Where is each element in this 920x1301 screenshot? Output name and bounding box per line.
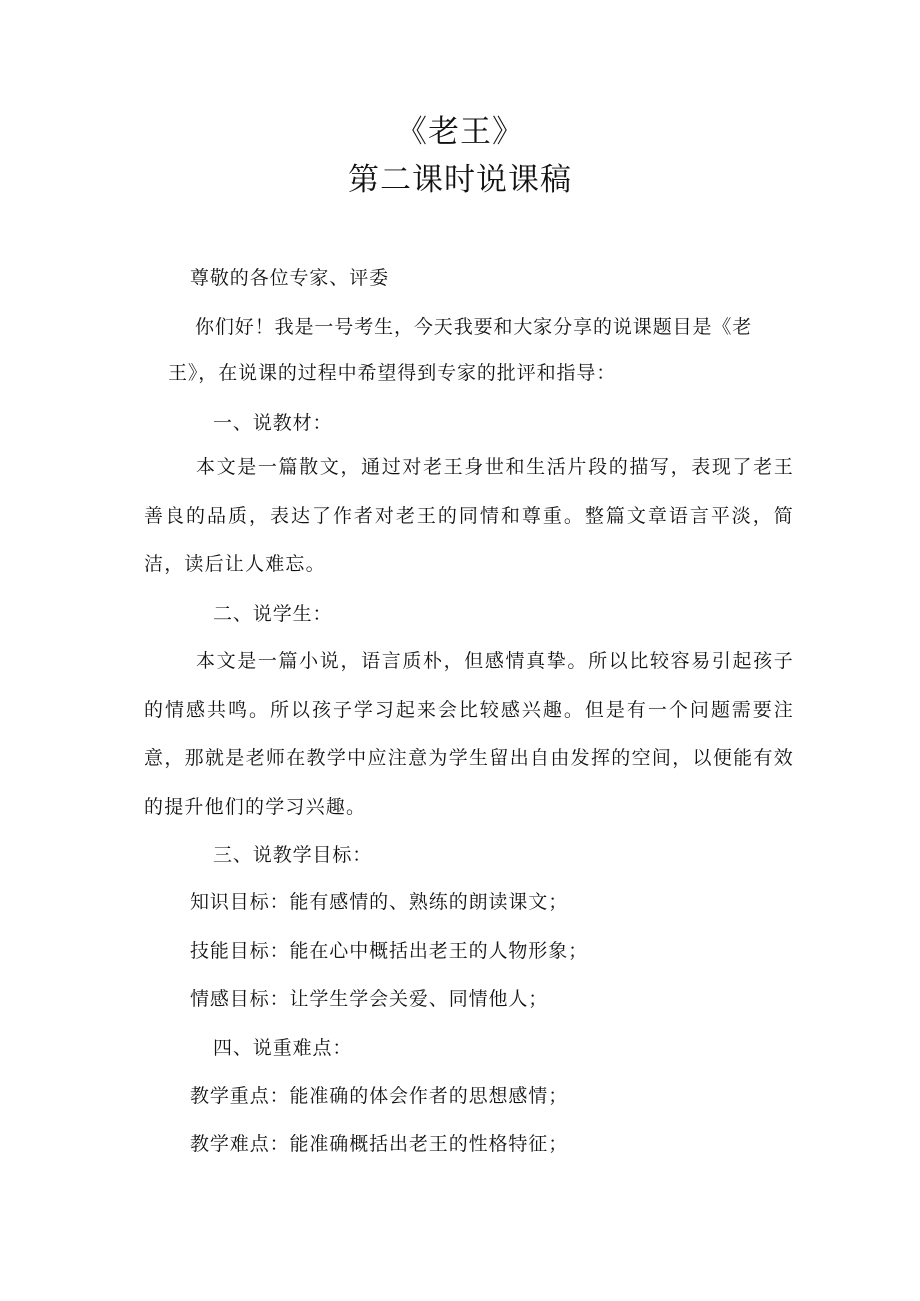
objective-skill: 技能目标：能在心中概括出老王的人物形象； [190, 940, 589, 962]
greeting: 尊敬的各位专家、评委 [190, 267, 390, 289]
section-heading-textbook: 一、说教材： [213, 412, 333, 434]
section-heading-objectives: 三、说教学目标： [213, 844, 373, 866]
section-heading-students: 二、说学生： [213, 603, 333, 625]
section-heading-difficulties: 四、说重难点： [213, 1037, 353, 1059]
teaching-difficult-point: 教学难点：能准确概括出老王的性格特征； [190, 1133, 569, 1155]
intro-line-1: 你们好！我是一号考生，今天我要和大家分享的说课题目是《老 [195, 316, 753, 338]
document-subtitle: 第二课时说课稿 [348, 162, 572, 198]
objective-knowledge: 知识目标：能有感情的、熟练的朗读课文； [190, 891, 569, 913]
objective-emotion: 情感目标：让学生学会关爱、同情他人； [190, 988, 549, 1010]
document-title: 《老王》 [396, 114, 524, 150]
section-body-textbook: 本文是一篇散文，通过对老王身世和生活片段的描写，表现了老王善良的品质，表达了作者对老王的同情和尊重。整篇文章语言平淡，简洁，读后让人难忘。 [144, 456, 794, 576]
section-body-students: 本文是一篇小说，语言质朴，但感情真挚。所以比较容易引起孩子的情感共鸣。所以孩子学习起来会比较感兴趣。但是有一个问题需要注意，那就是老师在教学中应注意为学生留出自由发挥的空间，以便能有效的提升他们的学习兴趣。 [144, 650, 794, 819]
teaching-key-point: 教学重点：能准确的体会作者的思想感情； [190, 1085, 569, 1107]
intro-line-2: 王》，在说课的过程中希望得到专家的批评和指导： [168, 362, 617, 384]
